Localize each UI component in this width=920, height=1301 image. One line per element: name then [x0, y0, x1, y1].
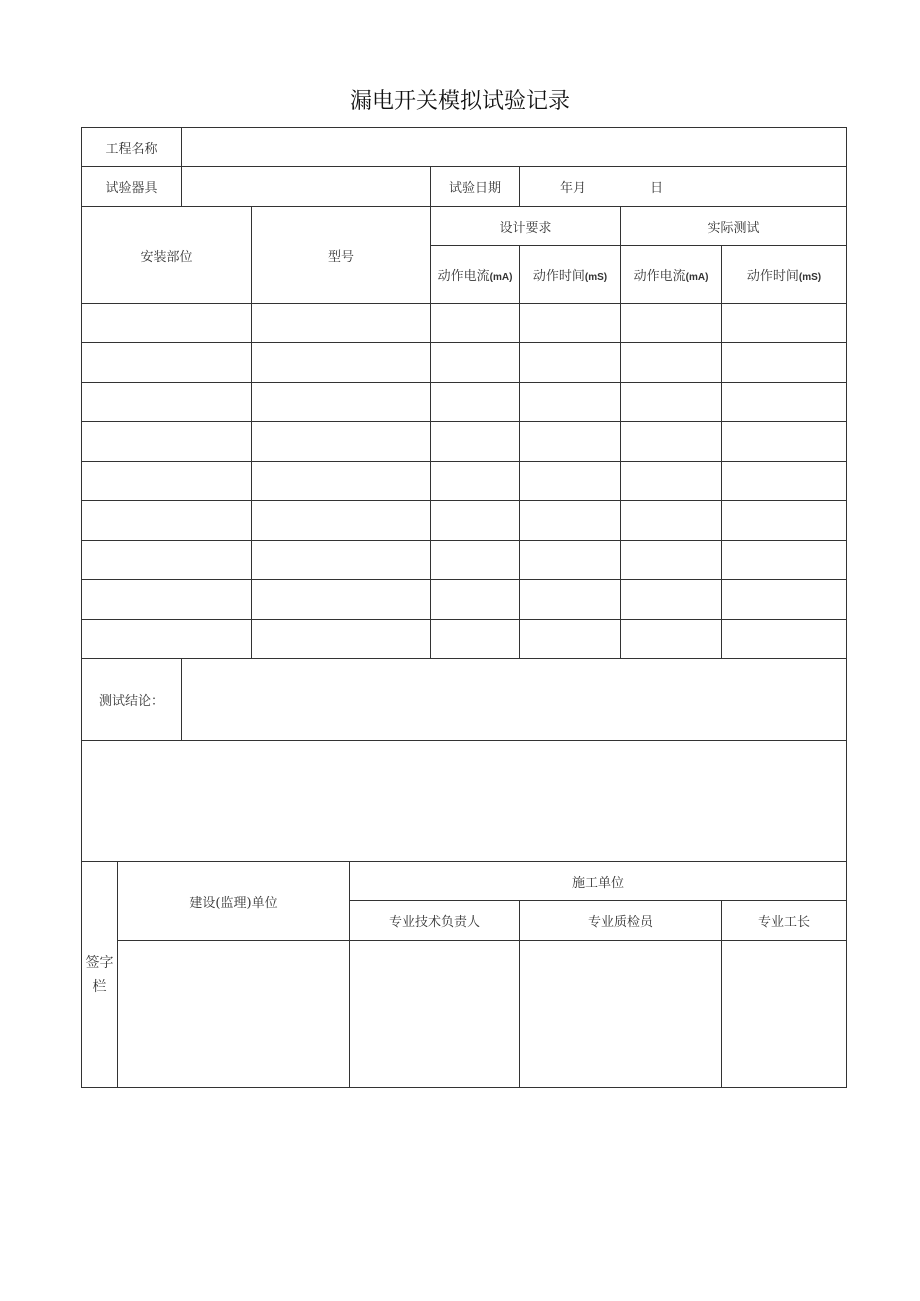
design-current-unit: (mA) — [489, 272, 513, 283]
model-header: 型号 — [252, 207, 431, 304]
project-name-label: 工程名称 — [82, 128, 182, 167]
table-row — [82, 343, 847, 383]
actual-current-cell[interactable] — [621, 383, 722, 422]
design-time-cell[interactable] — [520, 462, 621, 501]
actual-time-unit: (mS) — [798, 272, 822, 283]
qc-inspector-header: 专业质检员 — [520, 901, 722, 941]
design-time-cell[interactable] — [520, 383, 621, 422]
test-date-label: 试验日期 — [431, 167, 520, 207]
location-cell[interactable] — [82, 462, 252, 501]
actual-time-cell[interactable] — [722, 501, 847, 541]
location-cell[interactable] — [82, 580, 252, 620]
actual-time-cell[interactable] — [722, 462, 847, 501]
record-table — [81, 127, 847, 1088]
actual-current-header — [621, 246, 722, 304]
model-cell[interactable] — [252, 462, 431, 501]
design-current-cell[interactable] — [431, 304, 520, 343]
actual-current-cell[interactable] — [621, 304, 722, 343]
location-cell[interactable] — [82, 422, 252, 462]
design-current-cell[interactable] — [431, 541, 520, 580]
location-cell[interactable] — [82, 501, 252, 541]
design-current-cell[interactable] — [431, 580, 520, 620]
design-current-cell[interactable] — [431, 343, 520, 383]
table-row — [82, 422, 847, 462]
qc-inspector-signature-field[interactable] — [520, 941, 722, 1088]
actual-current-cell[interactable] — [621, 422, 722, 462]
location-cell[interactable] — [82, 304, 252, 343]
actual-time-cell[interactable] — [722, 620, 847, 659]
signature-section-label — [82, 862, 118, 1088]
table-row — [82, 541, 847, 580]
design-current-header — [431, 246, 520, 304]
actual-current-cell[interactable] — [621, 343, 722, 383]
model-cell[interactable] — [252, 304, 431, 343]
design-current-cell[interactable] — [431, 462, 520, 501]
actual-time-cell[interactable] — [722, 304, 847, 343]
table-row — [82, 620, 847, 659]
model-cell[interactable] — [252, 422, 431, 462]
design-time-cell[interactable] — [520, 580, 621, 620]
location-cell[interactable] — [82, 620, 252, 659]
tech-lead-signature-field[interactable] — [350, 941, 520, 1088]
design-time-header — [520, 246, 621, 304]
design-time-cell[interactable] — [520, 343, 621, 383]
table-row — [82, 383, 847, 422]
actual-time-cell[interactable] — [722, 422, 847, 462]
date-day-label: 日 — [650, 181, 664, 196]
project-name-field[interactable] — [182, 128, 847, 167]
test-record-form — [81, 127, 846, 1088]
conclusion-field[interactable] — [182, 659, 847, 741]
date-year-month-label: 年月 — [560, 181, 587, 196]
design-requirement-header: 设计要求 — [431, 207, 621, 246]
actual-current-label: 动作电流 — [633, 269, 686, 284]
signature-section-text: 签字栏 — [85, 954, 114, 995]
model-cell[interactable] — [252, 580, 431, 620]
actual-time-label: 动作时间 — [746, 269, 799, 284]
model-cell[interactable] — [252, 383, 431, 422]
actual-current-cell[interactable] — [621, 580, 722, 620]
model-cell[interactable] — [252, 541, 431, 580]
actual-current-unit: (mA) — [685, 272, 709, 283]
conclusion-label: 测试结论： — [82, 659, 182, 741]
owner-signature-field[interactable] — [118, 941, 350, 1088]
design-current-cell[interactable] — [431, 422, 520, 462]
location-cell[interactable] — [82, 541, 252, 580]
actual-test-header: 实际测试 — [621, 207, 847, 246]
table-row — [82, 304, 847, 343]
actual-time-cell[interactable] — [722, 541, 847, 580]
design-current-cell[interactable] — [431, 620, 520, 659]
design-current-cell[interactable] — [431, 383, 520, 422]
foreman-signature-field[interactable] — [722, 941, 847, 1088]
design-time-cell[interactable] — [520, 541, 621, 580]
model-cell[interactable] — [252, 620, 431, 659]
table-row — [82, 580, 847, 620]
conclusion-notes-area[interactable] — [82, 741, 847, 862]
location-cell[interactable] — [82, 383, 252, 422]
instrument-field[interactable] — [182, 167, 431, 207]
actual-time-cell[interactable] — [722, 343, 847, 383]
actual-current-cell[interactable] — [621, 462, 722, 501]
design-current-cell[interactable] — [431, 501, 520, 541]
table-row — [82, 462, 847, 501]
table-row — [82, 501, 847, 541]
tech-lead-header: 专业技术负责人 — [350, 901, 520, 941]
location-header: 安装部位 — [82, 207, 252, 304]
model-cell[interactable] — [252, 343, 431, 383]
instrument-label: 试验器具 — [82, 167, 182, 207]
model-cell[interactable] — [252, 501, 431, 541]
page-title: 漏电开关模拟试验记录 — [349, 89, 570, 114]
design-time-cell[interactable] — [520, 501, 621, 541]
test-date-field[interactable] — [520, 167, 847, 207]
actual-time-cell[interactable] — [722, 383, 847, 422]
location-cell[interactable] — [82, 343, 252, 383]
design-time-cell[interactable] — [520, 422, 621, 462]
foreman-header: 专业工长 — [722, 901, 847, 941]
actual-current-cell[interactable] — [621, 501, 722, 541]
contractor-unit-header: 施工单位 — [350, 862, 847, 901]
design-time-cell[interactable] — [520, 620, 621, 659]
actual-time-cell[interactable] — [722, 580, 847, 620]
actual-current-cell[interactable] — [621, 541, 722, 580]
actual-current-cell[interactable] — [621, 620, 722, 659]
design-current-label: 动作电流 — [437, 269, 490, 284]
owner-unit-header: 建设(监理)单位 — [118, 862, 350, 941]
design-time-unit: (mS) — [584, 272, 608, 283]
actual-time-header — [722, 246, 847, 304]
design-time-cell[interactable] — [520, 304, 621, 343]
design-time-label: 动作时间 — [532, 269, 585, 284]
